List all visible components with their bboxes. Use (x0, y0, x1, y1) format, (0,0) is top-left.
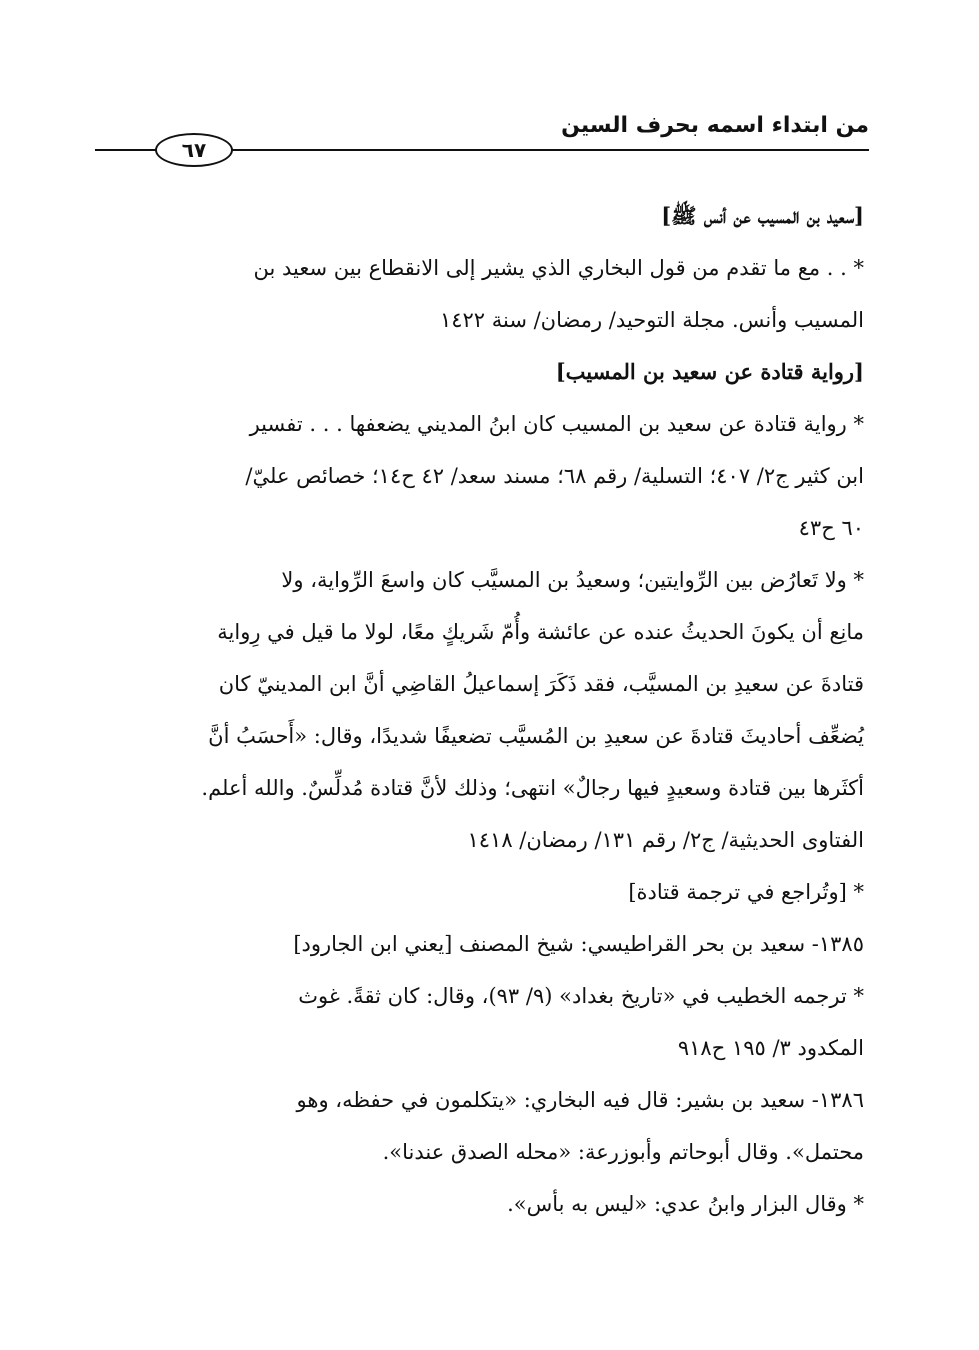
text-line: المكدود ٣/ ١٩٥ ح٩١٨ (677, 1036, 864, 1060)
page-number: ٦٧ (155, 133, 233, 167)
text-line: * . . مع ما تقدم من قول البخاري الذي يشير إلى الانقطاع بين سعيد بن (253, 256, 864, 280)
text-line: مانِع أن يكونَ الحديثُ عنده عن عائشة وأُمّ شَريكٍ معًا، لولا ما قيل في رِواية (217, 620, 864, 644)
text-line: المسيب وأنس. مجلة التوحيد/ رمضان/ سنة ١٤٢٢ (439, 308, 864, 332)
text-line: ١٣٨٦- سعيد بن بشير: قال فيه البخاري: «يتكلمون في حفظه، وهو (296, 1088, 864, 1112)
section-heading: [رواية قتادة عن سعيد بن المسيب] (555, 359, 864, 384)
text-line: * [وتُراجع في ترجمة قتادة] (628, 880, 864, 904)
text-line: ١٣٨٥- سعيد بن بحر القراطيسي: شيخ المصنف [يعني ابن الجارود] (293, 932, 864, 956)
text-line: * وقال البزار وابنُ عدي: «ليس به بأس». (507, 1192, 864, 1216)
section-heading: [سعيد بن المسيب عن أنس ﷺ] (661, 203, 864, 228)
text-line: * ولا تَعارُض بين الرِّوايتين؛ وسعيدُ بن المسيَّب كان واسعَ الرِّواية، ولا (281, 568, 864, 592)
page-header (95, 105, 869, 175)
text-line: أكثَرها بين قتادة وسعيدٍ فيها رجالٌ» انتهى؛ وذلك لأنَّ قتادة مُدلِّسٌ. والله أعلم. (201, 776, 864, 800)
text-line: الفتاوى الحديثية/ ج٢/ رقم ١٣١/ رمضان/ ١٤١٨ (467, 828, 864, 852)
running-title: من ابتداء اسمه بحرف السين (561, 113, 869, 138)
text-line: يُضعِّف أحاديثَ قتادةَ عن سعيدِ بن المُسيَّب تضعيفًا شديدًا، وقال: «أَحسَبُ أنَّ (208, 724, 864, 748)
page-body (95, 190, 864, 1230)
text-line: ٦٠ ح٤٣ (798, 516, 864, 540)
text-line: * ترجمه الخطيب في «تاريخ بغداد» (٩/ ٩٣)، وقال: كان ثقةً. غوث (298, 984, 864, 1008)
text-line: قتادةَ عن سعيدِ بن المسيَّب، فقد ذَكَرَ إسماعيلُ القاضِي أنَّ ابن المدينيّ كان (218, 672, 864, 696)
text-line: ابن كثير ج٢/ ٤٠٧؛ التسلية/ رقم ٦٨؛ مسند سعد/ ٤٢ ح١٤؛ خصائص عليّ/ (245, 464, 864, 488)
text-line: * رواية قتادة عن سعيد بن المسيب كان ابنُ المديني يضعفها . . . تفسير (249, 412, 864, 436)
text-line: محتمل». وقال أبوحاتم وأبوزرعة: «محله الصدق عندنا». (382, 1140, 864, 1164)
